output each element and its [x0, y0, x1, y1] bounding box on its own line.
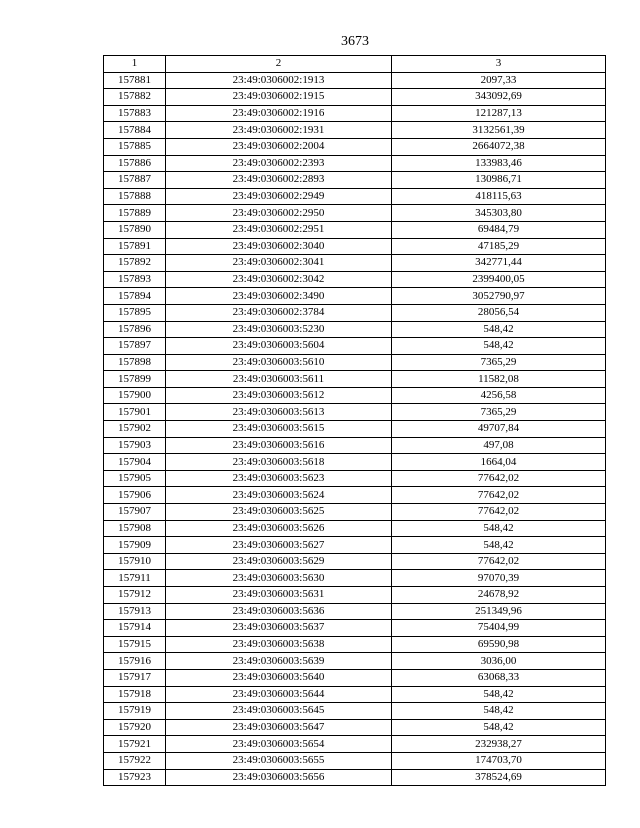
column-header-2: 2 — [166, 56, 392, 73]
cadastral-number-cell: 23:49:0306002:1913 — [166, 72, 392, 89]
value-cell: 121287,13 — [392, 105, 606, 122]
value-cell: 2399400,05 — [392, 271, 606, 288]
value-cell: 77642,02 — [392, 504, 606, 521]
value-cell: 49707,84 — [392, 421, 606, 438]
cadastral-number-cell: 23:49:0306003:5656 — [166, 769, 392, 786]
registry-table-body — [104, 56, 606, 786]
table-row — [104, 255, 606, 272]
row-number-cell: 157883 — [104, 105, 166, 122]
cadastral-number-cell: 23:49:0306003:5645 — [166, 703, 392, 720]
value-cell: 28056,54 — [392, 304, 606, 321]
row-number-cell: 157907 — [104, 504, 166, 521]
row-number-cell: 157896 — [104, 321, 166, 338]
table-row — [104, 321, 606, 338]
value-cell: 548,42 — [392, 338, 606, 355]
cadastral-number-cell: 23:49:0306002:3490 — [166, 288, 392, 305]
table-row — [104, 238, 606, 255]
table-row — [104, 338, 606, 355]
table-row — [104, 221, 606, 238]
table-row — [104, 354, 606, 371]
registry-table — [103, 55, 606, 786]
value-cell: 343092,69 — [392, 89, 606, 106]
cadastral-number-cell: 23:49:0306002:3040 — [166, 238, 392, 255]
row-number-cell: 157912 — [104, 587, 166, 604]
value-cell: 77642,02 — [392, 470, 606, 487]
table-row — [104, 387, 606, 404]
cadastral-number-cell: 23:49:0306003:5616 — [166, 437, 392, 454]
cadastral-number-cell: 23:49:0306003:5644 — [166, 686, 392, 703]
value-cell: 77642,02 — [392, 487, 606, 504]
cadastral-number-cell: 23:49:0306003:5639 — [166, 653, 392, 670]
table-row — [104, 122, 606, 139]
row-number-cell: 157888 — [104, 188, 166, 205]
table-row — [104, 371, 606, 388]
cadastral-number-cell: 23:49:0306002:3784 — [166, 304, 392, 321]
table-row — [104, 421, 606, 438]
cadastral-number-cell: 23:49:0306003:5631 — [166, 587, 392, 604]
table-row — [104, 669, 606, 686]
cadastral-number-cell: 23:49:0306003:5615 — [166, 421, 392, 438]
cadastral-number-cell: 23:49:0306002:2893 — [166, 172, 392, 189]
row-number-cell: 157898 — [104, 354, 166, 371]
table-row — [104, 105, 606, 122]
value-cell: 548,42 — [392, 719, 606, 736]
table-row — [104, 138, 606, 155]
table-row — [104, 653, 606, 670]
cadastral-number-cell: 23:49:0306003:5638 — [166, 636, 392, 653]
row-number-cell: 157906 — [104, 487, 166, 504]
cadastral-number-cell: 23:49:0306002:1916 — [166, 105, 392, 122]
cadastral-number-cell: 23:49:0306002:2950 — [166, 205, 392, 222]
row-number-cell: 157889 — [104, 205, 166, 222]
value-cell: 97070,39 — [392, 570, 606, 587]
row-number-cell: 157890 — [104, 221, 166, 238]
table-row — [104, 620, 606, 637]
row-number-cell: 157919 — [104, 703, 166, 720]
table-row — [104, 454, 606, 471]
row-number-cell: 157915 — [104, 636, 166, 653]
cadastral-number-cell: 23:49:0306003:5626 — [166, 520, 392, 537]
table-row — [104, 470, 606, 487]
value-cell: 251349,96 — [392, 603, 606, 620]
row-number-cell: 157923 — [104, 769, 166, 786]
value-cell: 342771,44 — [392, 255, 606, 272]
table-row — [104, 686, 606, 703]
cadastral-number-cell: 23:49:0306003:5604 — [166, 338, 392, 355]
column-header-3: 3 — [392, 56, 606, 73]
cadastral-number-cell: 23:49:0306003:5629 — [166, 553, 392, 570]
cadastral-number-cell: 23:49:0306003:5613 — [166, 404, 392, 421]
value-cell: 24678,92 — [392, 587, 606, 604]
value-cell: 548,42 — [392, 703, 606, 720]
row-number-cell: 157901 — [104, 404, 166, 421]
row-number-cell: 157903 — [104, 437, 166, 454]
value-cell: 2097,33 — [392, 72, 606, 89]
table-row — [104, 736, 606, 753]
table-row — [104, 587, 606, 604]
value-cell: 75404,99 — [392, 620, 606, 637]
value-cell: 69484,79 — [392, 221, 606, 238]
cadastral-number-cell: 23:49:0306003:5612 — [166, 387, 392, 404]
cadastral-number-cell: 23:49:0306003:5611 — [166, 371, 392, 388]
row-number-cell: 157916 — [104, 653, 166, 670]
table-row — [104, 636, 606, 653]
row-number-cell: 157922 — [104, 752, 166, 769]
row-number-cell: 157895 — [104, 304, 166, 321]
table-row — [104, 703, 606, 720]
row-number-cell: 157894 — [104, 288, 166, 305]
row-number-cell: 157905 — [104, 470, 166, 487]
row-number-cell: 157910 — [104, 553, 166, 570]
row-number-cell: 157913 — [104, 603, 166, 620]
cadastral-number-cell: 23:49:0306002:2004 — [166, 138, 392, 155]
cadastral-number-cell: 23:49:0306003:5647 — [166, 719, 392, 736]
cadastral-number-cell: 23:49:0306003:5654 — [166, 736, 392, 753]
cadastral-number-cell: 23:49:0306003:5624 — [166, 487, 392, 504]
value-cell: 11582,08 — [392, 371, 606, 388]
row-number-cell: 157892 — [104, 255, 166, 272]
table-row — [104, 188, 606, 205]
cadastral-number-cell: 23:49:0306003:5618 — [166, 454, 392, 471]
value-cell: 378524,69 — [392, 769, 606, 786]
table-row — [104, 172, 606, 189]
row-number-cell: 157899 — [104, 371, 166, 388]
cadastral-number-cell: 23:49:0306002:1931 — [166, 122, 392, 139]
value-cell: 133983,46 — [392, 155, 606, 172]
table-row — [104, 89, 606, 106]
value-cell: 548,42 — [392, 537, 606, 554]
value-cell: 1664,04 — [392, 454, 606, 471]
cadastral-number-cell: 23:49:0306003:5627 — [166, 537, 392, 554]
value-cell: 418115,63 — [392, 188, 606, 205]
value-cell: 548,42 — [392, 321, 606, 338]
value-cell: 3052790,97 — [392, 288, 606, 305]
row-number-cell: 157908 — [104, 520, 166, 537]
table-row — [104, 752, 606, 769]
table-row — [104, 288, 606, 305]
table-row — [104, 155, 606, 172]
cadastral-number-cell: 23:49:0306002:2393 — [166, 155, 392, 172]
table-row — [104, 304, 606, 321]
cadastral-number-cell: 23:49:0306003:5640 — [166, 669, 392, 686]
cadastral-number-cell: 23:49:0306002:3041 — [166, 255, 392, 272]
cadastral-number-cell: 23:49:0306003:5636 — [166, 603, 392, 620]
row-number-cell: 157917 — [104, 669, 166, 686]
row-number-cell: 157918 — [104, 686, 166, 703]
value-cell: 497,08 — [392, 437, 606, 454]
row-number-cell: 157887 — [104, 172, 166, 189]
row-number-cell: 157911 — [104, 570, 166, 587]
page-number: 3673 — [341, 34, 369, 49]
row-number-cell: 157882 — [104, 89, 166, 106]
value-cell: 3132561,39 — [392, 122, 606, 139]
row-number-cell: 157886 — [104, 155, 166, 172]
value-cell: 7365,29 — [392, 354, 606, 371]
table-row — [104, 570, 606, 587]
table-row — [104, 603, 606, 620]
row-number-cell: 157893 — [104, 271, 166, 288]
table-row — [104, 537, 606, 554]
cadastral-number-cell: 23:49:0306003:5655 — [166, 752, 392, 769]
table-row — [104, 404, 606, 421]
cadastral-number-cell: 23:49:0306002:2951 — [166, 221, 392, 238]
table-row — [104, 205, 606, 222]
row-number-cell: 157921 — [104, 736, 166, 753]
row-number-cell: 157920 — [104, 719, 166, 736]
value-cell: 4256,58 — [392, 387, 606, 404]
value-cell: 2664072,38 — [392, 138, 606, 155]
table-row — [104, 487, 606, 504]
cadastral-number-cell: 23:49:0306003:5637 — [166, 620, 392, 637]
value-cell: 7365,29 — [392, 404, 606, 421]
value-cell: 63068,33 — [392, 669, 606, 686]
column-header-1: 1 — [104, 56, 166, 73]
row-number-cell: 157902 — [104, 421, 166, 438]
table-row — [104, 271, 606, 288]
row-number-cell: 157914 — [104, 620, 166, 637]
table-row — [104, 719, 606, 736]
row-number-cell: 157897 — [104, 338, 166, 355]
cadastral-number-cell: 23:49:0306003:5230 — [166, 321, 392, 338]
row-number-cell: 157909 — [104, 537, 166, 554]
value-cell: 69590,98 — [392, 636, 606, 653]
cadastral-number-cell: 23:49:0306003:5625 — [166, 504, 392, 521]
row-number-cell: 157885 — [104, 138, 166, 155]
cadastral-number-cell: 23:49:0306002:1915 — [166, 89, 392, 106]
row-number-cell: 157881 — [104, 72, 166, 89]
cadastral-number-cell: 23:49:0306003:5610 — [166, 354, 392, 371]
row-number-cell: 157900 — [104, 387, 166, 404]
table-row — [104, 437, 606, 454]
cadastral-number-cell: 23:49:0306003:5630 — [166, 570, 392, 587]
cadastral-number-cell: 23:49:0306003:5623 — [166, 470, 392, 487]
table-row — [104, 504, 606, 521]
value-cell: 232938,27 — [392, 736, 606, 753]
row-number-cell: 157891 — [104, 238, 166, 255]
table-row — [104, 72, 606, 89]
value-cell: 3036,00 — [392, 653, 606, 670]
cadastral-number-cell: 23:49:0306002:3042 — [166, 271, 392, 288]
value-cell: 77642,02 — [392, 553, 606, 570]
cadastral-number-cell: 23:49:0306002:2949 — [166, 188, 392, 205]
row-number-cell: 157884 — [104, 122, 166, 139]
table-header-row — [104, 56, 606, 73]
value-cell: 130986,71 — [392, 172, 606, 189]
table-row — [104, 769, 606, 786]
value-cell: 548,42 — [392, 520, 606, 537]
value-cell: 174703,70 — [392, 752, 606, 769]
table-row — [104, 520, 606, 537]
value-cell: 548,42 — [392, 686, 606, 703]
table-row — [104, 553, 606, 570]
row-number-cell: 157904 — [104, 454, 166, 471]
value-cell: 47185,29 — [392, 238, 606, 255]
value-cell: 345303,80 — [392, 205, 606, 222]
